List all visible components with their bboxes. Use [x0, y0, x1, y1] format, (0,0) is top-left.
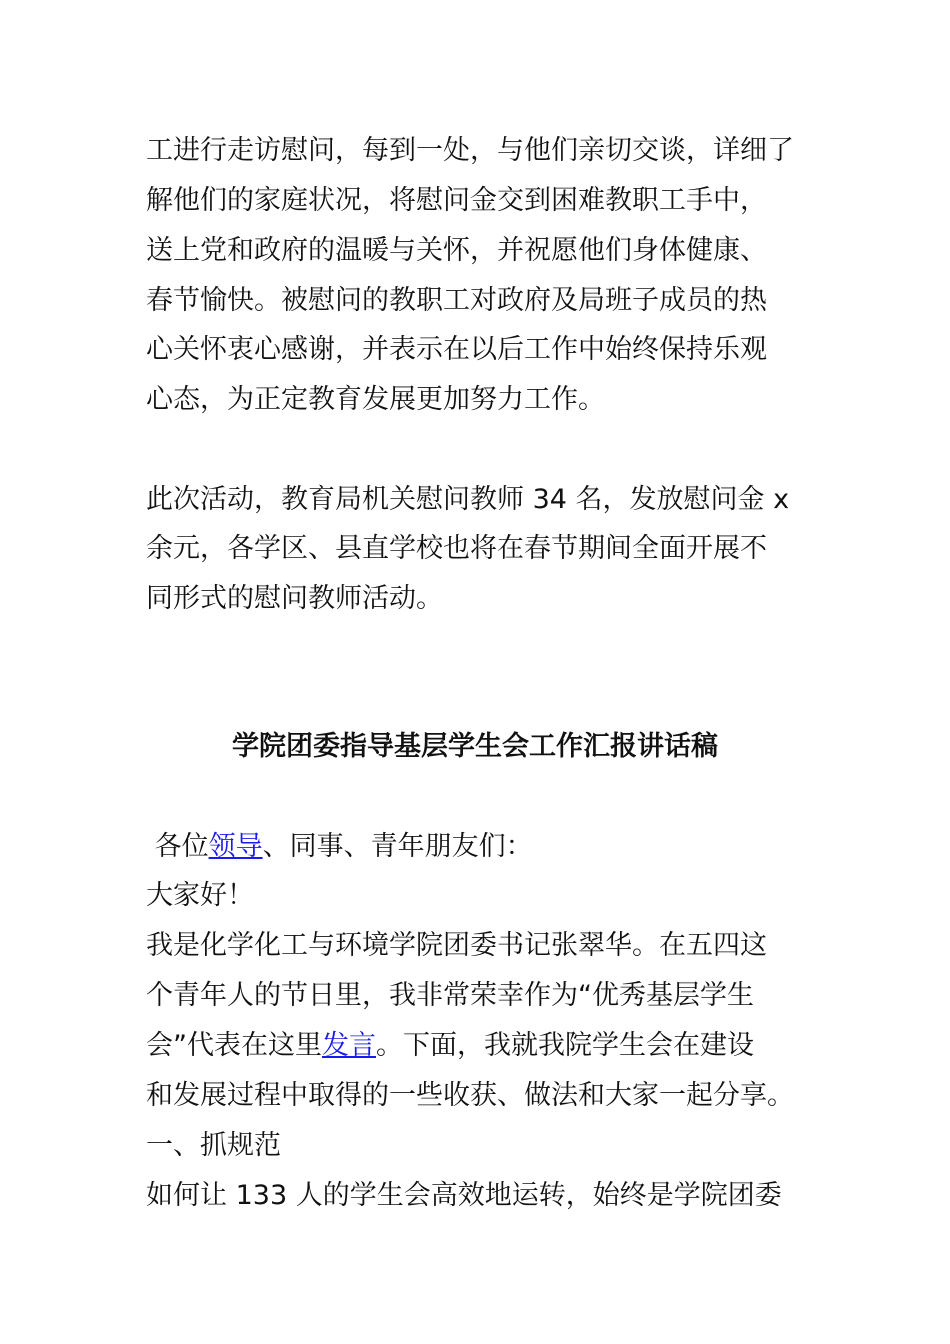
paragraph-line: 送上党和政府的温暖与关怀，并祝愿他们身体健康、 — [146, 235, 767, 266]
section-heading: 一、抓规范 — [146, 1130, 281, 1161]
greeting-suffix: 、同事、青年朋友们： — [262, 831, 533, 862]
paragraph-line: 我是化学化工与环境学院团委书记张翠华。在五四这 — [146, 930, 767, 961]
paragraph-line: 春节愉快。被慰问的教职工对政府及局班子成员的热 — [146, 285, 767, 316]
hello-line: 大家好！ — [146, 880, 254, 911]
intro-suffix: 。下面，我就我院学生会在建设 — [376, 1030, 754, 1061]
paragraph-line: 心关怀衷心感谢，并表示在以后工作中始终保持乐观 — [146, 334, 767, 365]
greeting-line — [146, 830, 533, 864]
paragraph-line — [146, 1029, 754, 1063]
document-title: 学院团委指导基层学生会工作汇报讲话稿 — [232, 731, 718, 762]
paragraph-line: 和发展过程中取得的一些收获、做法和大家一起分享。 — [146, 1080, 794, 1111]
paragraph-line: 解他们的家庭状况，将慰问金交到困难教职工手中， — [146, 185, 767, 216]
paragraph-line: 此次活动，教育局机关慰问教师 34 名，发放慰问金 x — [146, 484, 790, 515]
greeting-prefix: 各位 — [146, 831, 209, 862]
paragraph-line: 如何让 133 人的学生会高效地运转，始终是学院团委 — [146, 1180, 782, 1211]
intro-prefix: 会”代表在这里 — [146, 1030, 322, 1061]
paragraph-line: 个青年人的节日里，我非常荣幸作为“优秀基层学生 — [146, 980, 754, 1011]
paragraph-line: 心态，为正定教育发展更加努力工作。 — [146, 384, 605, 415]
paragraph-line: 工进行走访慰问，每到一处，与他们亲切交谈，详细了 — [146, 135, 794, 166]
leaders-link[interactable]: 领导 — [208, 831, 263, 862]
paragraph-line: 同形式的慰问教师活动。 — [146, 583, 443, 614]
paragraph-line: 余元，各学区、县直学校也将在春节期间全面开展不 — [146, 533, 767, 564]
speech-link[interactable]: 发言 — [322, 1030, 376, 1061]
